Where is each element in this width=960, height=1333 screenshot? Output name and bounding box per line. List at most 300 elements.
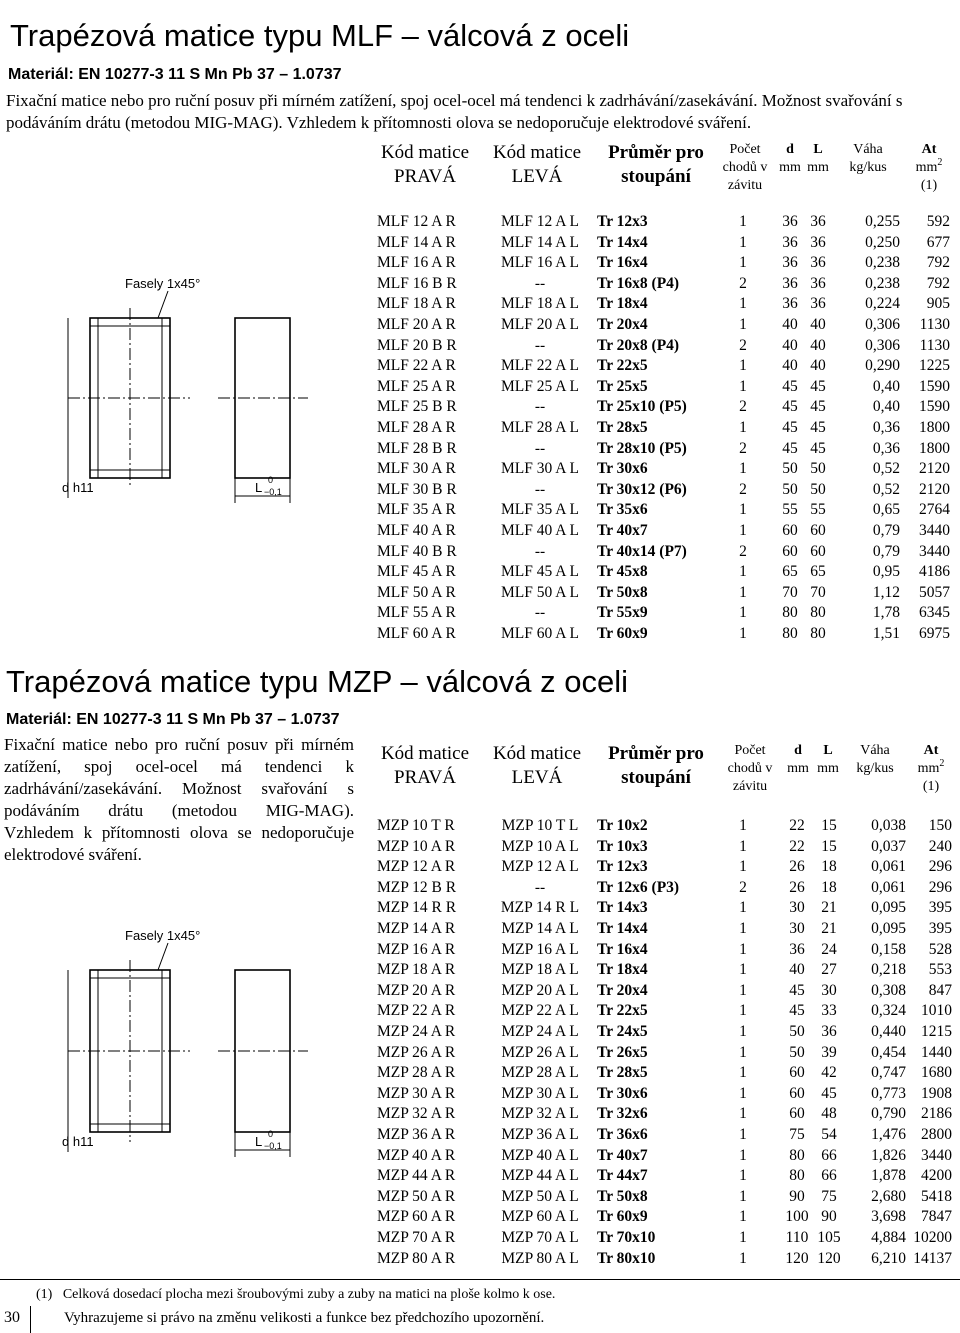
cell-code-right: MZP 60 A R bbox=[377, 1208, 456, 1226]
cell-pitch: Tr 16x8 (P4) bbox=[597, 274, 680, 292]
cell-starts: 1 bbox=[739, 1043, 747, 1061]
cell-weight: 1,878 bbox=[871, 1167, 906, 1185]
cell-code-right: MZP 36 A R bbox=[377, 1126, 456, 1143]
cell-code-right: MZP 50 A R bbox=[377, 1187, 456, 1205]
table-row bbox=[0, 316, 960, 337]
cell-weight: 0,36 bbox=[872, 439, 900, 457]
cell-starts: 1 bbox=[739, 625, 747, 642]
table-row bbox=[0, 563, 960, 584]
cell-at: 592 bbox=[926, 213, 950, 230]
table-row bbox=[0, 584, 960, 605]
cell-code-right: MLF 14 A R bbox=[377, 233, 456, 251]
cell-pitch: Tr 40x14 (P7) bbox=[597, 542, 687, 560]
cell-l: 105 bbox=[817, 1229, 841, 1246]
cell-pitch: Tr 50x8 bbox=[597, 1187, 648, 1205]
page-number-divider bbox=[30, 1306, 31, 1333]
cell-d: 50 bbox=[789, 1043, 805, 1061]
cell-code-right: MZP 22 A R bbox=[377, 1002, 456, 1020]
cell-l: 45 bbox=[821, 1084, 837, 1102]
table-row bbox=[0, 879, 960, 900]
cell-code-right: MZP 24 A R bbox=[377, 1023, 456, 1040]
footnote bbox=[36, 1287, 555, 1303]
cell-pitch: Tr 20x4 bbox=[597, 981, 648, 999]
table-row bbox=[0, 1085, 960, 1106]
section1-l-tol-upper: 0 bbox=[268, 475, 274, 485]
cell-at: 5418 bbox=[921, 1187, 952, 1205]
cell-l: 30 bbox=[821, 981, 837, 999]
cell-at: 296 bbox=[928, 858, 952, 876]
table-row bbox=[0, 838, 960, 859]
cell-at: 2120 bbox=[919, 480, 950, 498]
cell-l: 36 bbox=[810, 254, 826, 272]
table-row bbox=[0, 604, 960, 625]
cell-d: 80 bbox=[789, 1146, 805, 1164]
cell-weight: 0,324 bbox=[871, 1002, 906, 1020]
cell-starts: 1 bbox=[739, 501, 747, 519]
cell-code-right: MLF 30 B R bbox=[377, 480, 457, 498]
cell-pitch: Tr 45x8 bbox=[597, 563, 648, 581]
cell-at: 4186 bbox=[919, 563, 950, 581]
footnote-text: Celková dosedací plocha mezi šroubovými zuby a zuby na matici na ploše kolmo k ose. bbox=[62, 1287, 556, 1302]
cell-code-right: MLF 60 A R bbox=[377, 625, 456, 642]
cell-l: 36 bbox=[821, 1023, 837, 1040]
cell-weight: 0,158 bbox=[871, 940, 906, 958]
cell-weight: 0,79 bbox=[872, 542, 900, 560]
table-row bbox=[0, 1188, 960, 1209]
section2-d-label: d h11 bbox=[62, 1134, 94, 1149]
cell-d: 45 bbox=[782, 439, 798, 457]
table-row bbox=[0, 1044, 960, 1065]
cell-l: 45 bbox=[810, 398, 826, 416]
section2-l-tol-lower: −0,1 bbox=[264, 1141, 282, 1151]
cell-starts: 1 bbox=[739, 1064, 747, 1082]
cell-code-left: MLF 45 A L bbox=[501, 563, 579, 581]
cell-d: 30 bbox=[789, 920, 805, 937]
cell-starts: 2 bbox=[739, 398, 747, 416]
cell-l: 45 bbox=[810, 419, 826, 436]
cell-pitch: Tr 22x5 bbox=[597, 357, 648, 375]
cell-weight: 0,40 bbox=[872, 377, 900, 395]
cell-pitch: Tr 14x3 bbox=[597, 899, 648, 917]
cell-code-left: MZP 32 A L bbox=[501, 1105, 579, 1123]
cell-starts: 1 bbox=[739, 377, 747, 395]
header-starts: Počet chodů v závitu bbox=[727, 743, 773, 794]
cell-pitch: Tr 18x4 bbox=[597, 961, 648, 979]
cell-starts: 1 bbox=[739, 1126, 747, 1143]
header-pitch: Průměr pro stoupání bbox=[608, 743, 704, 788]
cell-code-left: MZP 22 A L bbox=[501, 1002, 579, 1020]
cell-d: 50 bbox=[782, 480, 798, 498]
cell-pitch: Tr 30x12 (P6) bbox=[597, 480, 687, 498]
table-row bbox=[0, 941, 960, 962]
cell-l: 65 bbox=[810, 563, 826, 581]
cell-starts: 1 bbox=[739, 460, 747, 478]
cell-code-left: MLF 28 A L bbox=[501, 419, 579, 436]
cell-code-right: MLF 28 B R bbox=[377, 439, 457, 457]
cell-at: 905 bbox=[926, 295, 950, 313]
cell-starts: 1 bbox=[739, 316, 747, 333]
cell-code-left: MZP 12 A L bbox=[501, 858, 579, 876]
header-weight: Váha kg/kus bbox=[856, 743, 894, 776]
cell-l: 42 bbox=[821, 1064, 837, 1082]
table-row bbox=[0, 275, 960, 296]
cell-starts: 1 bbox=[739, 1229, 747, 1246]
cell-at: 2186 bbox=[921, 1105, 952, 1123]
cell-code-right: MZP 14 R R bbox=[377, 899, 457, 917]
cell-d: 90 bbox=[789, 1187, 805, 1205]
cell-code-left: MZP 16 A L bbox=[501, 940, 579, 958]
cell-l: 90 bbox=[821, 1208, 837, 1226]
disclaimer: Vyhrazujeme si právo na změnu velikosti a funkce bez předchozího upozornění. bbox=[64, 1310, 545, 1326]
cell-pitch: Tr 12x6 (P3) bbox=[597, 878, 680, 896]
cell-l: 70 bbox=[810, 583, 826, 601]
cell-weight: 0,52 bbox=[872, 460, 900, 478]
cell-l: 36 bbox=[810, 233, 826, 251]
cell-pitch: Tr 12x3 bbox=[597, 213, 648, 230]
cell-code-right: MLF 45 A R bbox=[377, 563, 456, 581]
cell-code-right: MLF 55 A R bbox=[377, 604, 456, 622]
cell-code-right: MZP 14 A R bbox=[377, 920, 456, 937]
cell-code-right: MZP 10 A R bbox=[377, 837, 456, 855]
cell-l: 21 bbox=[821, 899, 837, 917]
cell-d: 100 bbox=[785, 1208, 809, 1226]
cell-starts: 1 bbox=[739, 1084, 747, 1102]
section2-description: Fixační matice nebo pro ruční posuv při mírném zatížení, spoj ocel-ocel má tendenci k zadrhávání/zasekávání. Možnost svařování s podáváním drátu (metodou MIG-MAG). Vzhledem k přítomnosti olova se nedoporučuje elektrodové sváření. bbox=[4, 735, 354, 864]
page-number: 30 bbox=[4, 1309, 20, 1326]
cell-code-left: MLF 20 A L bbox=[501, 316, 579, 333]
section1-material: Materiál: EN 10277-3 11 S Mn Pb 37 – 1.0737 bbox=[8, 66, 342, 83]
cell-code-left: MZP 44 A L bbox=[501, 1167, 579, 1185]
table-row bbox=[0, 213, 960, 234]
cell-code-left: MZP 26 A L bbox=[501, 1043, 579, 1061]
cell-pitch: Tr 40x7 bbox=[597, 1146, 648, 1164]
cell-d: 22 bbox=[789, 837, 805, 855]
cell-pitch: Tr 44x7 bbox=[597, 1167, 648, 1185]
table-row bbox=[0, 1147, 960, 1168]
cell-d: 80 bbox=[789, 1167, 805, 1185]
table-row bbox=[0, 543, 960, 564]
cell-l: 15 bbox=[821, 837, 837, 855]
cell-l: 27 bbox=[821, 961, 837, 979]
table-row bbox=[0, 501, 960, 522]
cell-starts: 1 bbox=[739, 920, 747, 937]
cell-d: 75 bbox=[789, 1126, 805, 1143]
cell-weight: 0,095 bbox=[871, 920, 906, 937]
cell-starts: 2 bbox=[739, 274, 747, 292]
cell-pitch: Tr 36x6 bbox=[597, 1126, 648, 1143]
cell-l: 75 bbox=[821, 1187, 837, 1205]
cell-weight: 4,884 bbox=[871, 1229, 906, 1246]
cell-starts: 1 bbox=[739, 357, 747, 375]
table-row bbox=[0, 254, 960, 275]
header-code-right: Kód matice PRAVÁ bbox=[380, 743, 470, 788]
table-row bbox=[0, 1167, 960, 1188]
cell-code-left: MZP 18 A L bbox=[501, 961, 579, 979]
table-row bbox=[0, 817, 960, 838]
cell-l: 40 bbox=[810, 316, 826, 333]
cell-starts: 1 bbox=[739, 419, 747, 436]
cell-d: 50 bbox=[789, 1023, 805, 1040]
cell-code-left: MZP 50 A L bbox=[501, 1187, 579, 1205]
cell-code-right: MLF 20 A R bbox=[377, 316, 456, 333]
cell-starts: 1 bbox=[739, 961, 747, 979]
cell-weight: 3,698 bbox=[871, 1208, 906, 1226]
header-l: L mm bbox=[817, 743, 839, 776]
cell-at: 3440 bbox=[919, 522, 950, 539]
cell-code-right: MLF 16 B R bbox=[377, 274, 457, 292]
section2-title: Trapézová matice typu MZP – válcová z oceli bbox=[6, 664, 628, 699]
cell-starts: 1 bbox=[739, 522, 747, 539]
cell-weight: 0,454 bbox=[871, 1043, 906, 1061]
cell-code-right: MZP 30 A R bbox=[377, 1084, 456, 1102]
cell-starts: 1 bbox=[739, 213, 747, 230]
cell-l: 21 bbox=[821, 920, 837, 937]
cell-weight: 1,476 bbox=[871, 1126, 906, 1143]
cell-code-right: MLF 40 A R bbox=[377, 522, 456, 539]
cell-starts: 2 bbox=[739, 878, 747, 896]
cell-code-left: MZP 40 A L bbox=[501, 1146, 579, 1164]
cell-pitch: Tr 28x10 (P5) bbox=[597, 439, 687, 457]
cell-at: 1225 bbox=[919, 357, 950, 375]
cell-l: 18 bbox=[821, 878, 837, 896]
cell-code-left: MLF 22 A L bbox=[501, 357, 579, 375]
cell-d: 45 bbox=[782, 419, 798, 436]
section1-l-label: L bbox=[255, 480, 263, 495]
cell-starts: 1 bbox=[739, 981, 747, 999]
cell-d: 40 bbox=[782, 357, 798, 375]
cell-code-left: MLF 18 A L bbox=[501, 295, 579, 313]
cell-d: 36 bbox=[782, 233, 798, 251]
cell-at: 792 bbox=[926, 254, 950, 272]
cell-weight: 0,250 bbox=[865, 233, 900, 251]
cell-starts: 2 bbox=[739, 542, 747, 560]
cell-weight: 0,061 bbox=[871, 858, 906, 876]
cell-pitch: Tr 30x6 bbox=[597, 1084, 648, 1102]
cell-l: 39 bbox=[821, 1043, 837, 1061]
cell-code-left: -- bbox=[534, 398, 546, 416]
cell-code-left: MZP 20 A L bbox=[501, 981, 579, 999]
cell-pitch: Tr 22x5 bbox=[597, 1002, 648, 1020]
cell-weight: 0,238 bbox=[865, 254, 900, 272]
cell-starts: 1 bbox=[739, 1146, 747, 1164]
cell-code-left: MZP 10 A L bbox=[501, 837, 579, 855]
cell-l: 36 bbox=[810, 213, 826, 230]
cell-weight: 0,095 bbox=[871, 899, 906, 917]
cell-starts: 1 bbox=[739, 837, 747, 855]
cell-code-right: MLF 30 A R bbox=[377, 460, 456, 478]
cell-code-left: MLF 25 A L bbox=[501, 377, 579, 395]
cell-starts: 1 bbox=[739, 254, 747, 272]
cell-code-left: MZP 36 A L bbox=[501, 1126, 579, 1143]
cell-weight: 0,95 bbox=[872, 563, 900, 581]
cell-l: 60 bbox=[810, 542, 826, 560]
cell-at: 395 bbox=[928, 920, 952, 937]
cell-d: 36 bbox=[782, 295, 798, 313]
cell-weight: 0,037 bbox=[871, 837, 906, 855]
cell-pitch: Tr 28x5 bbox=[597, 1064, 648, 1082]
cell-starts: 1 bbox=[739, 583, 747, 601]
cell-l: 80 bbox=[810, 604, 826, 622]
header-d: d mm bbox=[779, 142, 801, 175]
cell-at: 2800 bbox=[921, 1126, 952, 1143]
table-row bbox=[0, 1105, 960, 1126]
header-code-left: Kód matice LEVÁ bbox=[492, 142, 582, 187]
cell-code-left: MLF 14 A L bbox=[501, 233, 579, 251]
cell-code-left: MZP 24 A L bbox=[501, 1023, 579, 1040]
section1-description: Fixační matice nebo pro ruční posuv při mírném zatížení, spoj ocel-ocel má tendenci k zadrhávání/zasekávání. Možnost svařování s podáváním drátu (metodou MIG-MAG). Vzhledem k přítomnosti olova se nedoporučuje elektrodové sváření. bbox=[6, 91, 903, 132]
cell-code-right: MZP 40 A R bbox=[377, 1146, 456, 1164]
cell-weight: 1,826 bbox=[871, 1146, 906, 1164]
cell-code-right: MZP 32 A R bbox=[377, 1105, 456, 1123]
table-row bbox=[0, 920, 960, 941]
table-row bbox=[0, 1023, 960, 1044]
cell-pitch: Tr 55x9 bbox=[597, 604, 648, 622]
table-row bbox=[0, 858, 960, 879]
cell-weight: 0,238 bbox=[865, 274, 900, 292]
cell-code-right: MZP 12 A R bbox=[377, 858, 456, 876]
cell-l: 80 bbox=[810, 625, 826, 642]
cell-at: 1908 bbox=[921, 1084, 952, 1102]
section1-l-tol-lower: −0,1 bbox=[264, 487, 282, 497]
table-row bbox=[0, 234, 960, 255]
cell-at: 6345 bbox=[919, 604, 950, 622]
cell-code-left: MZP 14 R L bbox=[500, 899, 580, 917]
cell-weight: 0,36 bbox=[872, 419, 900, 436]
cell-at: 3440 bbox=[919, 542, 950, 560]
cell-l: 48 bbox=[821, 1105, 837, 1123]
table-row bbox=[0, 1002, 960, 1023]
cell-d: 36 bbox=[789, 940, 805, 958]
cell-at: 847 bbox=[928, 981, 952, 999]
cell-weight: 0,218 bbox=[871, 961, 906, 979]
section2-chamfer-label: Fasely 1x45° bbox=[125, 928, 201, 943]
cell-code-right: MZP 20 A R bbox=[377, 981, 456, 999]
table-row bbox=[0, 460, 960, 481]
cell-code-left: -- bbox=[534, 274, 546, 292]
cell-l: 66 bbox=[821, 1146, 837, 1164]
cell-code-left: MLF 16 A L bbox=[501, 254, 579, 272]
cell-weight: 1,78 bbox=[872, 604, 900, 622]
header-code-right: Kód matice PRAVÁ bbox=[380, 142, 470, 187]
cell-d: 40 bbox=[782, 336, 798, 354]
cell-code-right: MLF 20 B R bbox=[377, 336, 457, 354]
cell-code-right: MLF 18 A R bbox=[377, 295, 456, 313]
cell-weight: 1,51 bbox=[872, 625, 900, 642]
cell-weight: 0,306 bbox=[865, 336, 900, 354]
cell-d: 60 bbox=[789, 1064, 805, 1082]
cell-at: 296 bbox=[928, 878, 952, 896]
table-row bbox=[0, 357, 960, 378]
cell-l: 60 bbox=[810, 522, 826, 539]
table-row bbox=[0, 1208, 960, 1229]
cell-weight: 0,038 bbox=[871, 817, 906, 834]
cell-d: 60 bbox=[789, 1084, 805, 1102]
cell-d: 120 bbox=[785, 1249, 809, 1267]
cell-l: 50 bbox=[810, 480, 826, 498]
cell-d: 60 bbox=[782, 522, 798, 539]
cell-pitch: Tr 20x8 (P4) bbox=[597, 336, 680, 354]
cell-code-right: MZP 70 A R bbox=[377, 1229, 456, 1246]
cell-weight: 0,061 bbox=[871, 878, 906, 896]
cell-at: 2120 bbox=[919, 460, 950, 478]
header-d: d mm bbox=[787, 743, 809, 776]
cell-pitch: Tr 40x7 bbox=[597, 522, 648, 539]
cell-code-left: -- bbox=[534, 542, 546, 560]
cell-d: 80 bbox=[782, 625, 798, 642]
cell-pitch: Tr 60x9 bbox=[597, 625, 648, 642]
cell-code-right: MLF 25 A R bbox=[377, 377, 456, 395]
cell-pitch: Tr 30x6 bbox=[597, 460, 648, 478]
cell-at: 3440 bbox=[921, 1146, 952, 1164]
section1-chamfer-label: Fasely 1x45° bbox=[125, 276, 201, 291]
cell-pitch: Tr 12x3 bbox=[597, 858, 648, 876]
cell-code-left: MLF 50 A L bbox=[501, 583, 579, 601]
cell-weight: 0,747 bbox=[871, 1064, 906, 1082]
section1-title: Trapézová matice typu MLF – válcová z oceli bbox=[10, 18, 630, 53]
cell-at: 10200 bbox=[913, 1229, 952, 1246]
section2-l-tol-upper: 0 bbox=[268, 1129, 274, 1139]
cell-d: 26 bbox=[789, 858, 805, 876]
cell-d: 45 bbox=[782, 377, 798, 395]
cell-pitch: Tr 26x5 bbox=[597, 1043, 648, 1061]
cell-starts: 2 bbox=[739, 336, 747, 354]
cell-code-right: MLF 16 A R bbox=[377, 254, 456, 272]
cell-l: 66 bbox=[821, 1167, 837, 1185]
cell-weight: 0,224 bbox=[865, 295, 900, 313]
cell-at: 2764 bbox=[919, 501, 950, 519]
cell-l: 45 bbox=[810, 377, 826, 395]
cell-weight: 0,308 bbox=[871, 981, 906, 999]
cell-at: 1680 bbox=[921, 1064, 952, 1082]
header-at: At $mm^2$ (1) bbox=[915, 142, 943, 193]
table-row bbox=[0, 1126, 960, 1147]
footer-rule bbox=[0, 1279, 960, 1280]
cell-weight: 0,790 bbox=[871, 1105, 906, 1123]
cell-at: 1800 bbox=[919, 419, 950, 436]
cell-starts: 1 bbox=[739, 233, 747, 251]
cell-at: 1130 bbox=[919, 336, 950, 354]
cell-code-left: MZP 80 A L bbox=[501, 1249, 579, 1267]
cell-at: 677 bbox=[926, 233, 950, 251]
cell-code-left: MZP 60 A L bbox=[501, 1208, 579, 1226]
cell-d: 70 bbox=[782, 583, 798, 601]
cell-code-left: MLF 35 A L bbox=[501, 501, 579, 519]
cell-pitch: Tr 16x4 bbox=[597, 940, 648, 958]
cell-at: 7847 bbox=[921, 1208, 952, 1226]
cell-code-right: MLF 50 A R bbox=[377, 583, 456, 601]
cell-weight: 0,773 bbox=[871, 1084, 906, 1102]
cell-d: 22 bbox=[789, 817, 805, 834]
cell-code-left: MLF 60 A L bbox=[501, 625, 579, 642]
cell-d: 36 bbox=[782, 274, 798, 292]
table-row bbox=[0, 295, 960, 316]
cell-weight: 0,255 bbox=[865, 213, 900, 230]
cell-code-left: -- bbox=[534, 480, 546, 498]
cell-at: 5057 bbox=[919, 583, 950, 601]
table-row bbox=[0, 1250, 960, 1271]
cell-starts: 1 bbox=[739, 1249, 747, 1267]
cell-d: 60 bbox=[782, 542, 798, 560]
cell-l: 24 bbox=[821, 940, 837, 958]
cell-weight: 0,440 bbox=[871, 1023, 906, 1040]
cell-starts: 1 bbox=[739, 563, 747, 581]
cell-at: 14137 bbox=[913, 1249, 952, 1267]
cell-pitch: Tr 70x10 bbox=[597, 1229, 656, 1246]
cell-starts: 1 bbox=[739, 604, 747, 622]
table-row bbox=[0, 982, 960, 1003]
header-code-left: Kód matice LEVÁ bbox=[492, 743, 582, 788]
footnote-marker: (1) bbox=[36, 1287, 53, 1302]
